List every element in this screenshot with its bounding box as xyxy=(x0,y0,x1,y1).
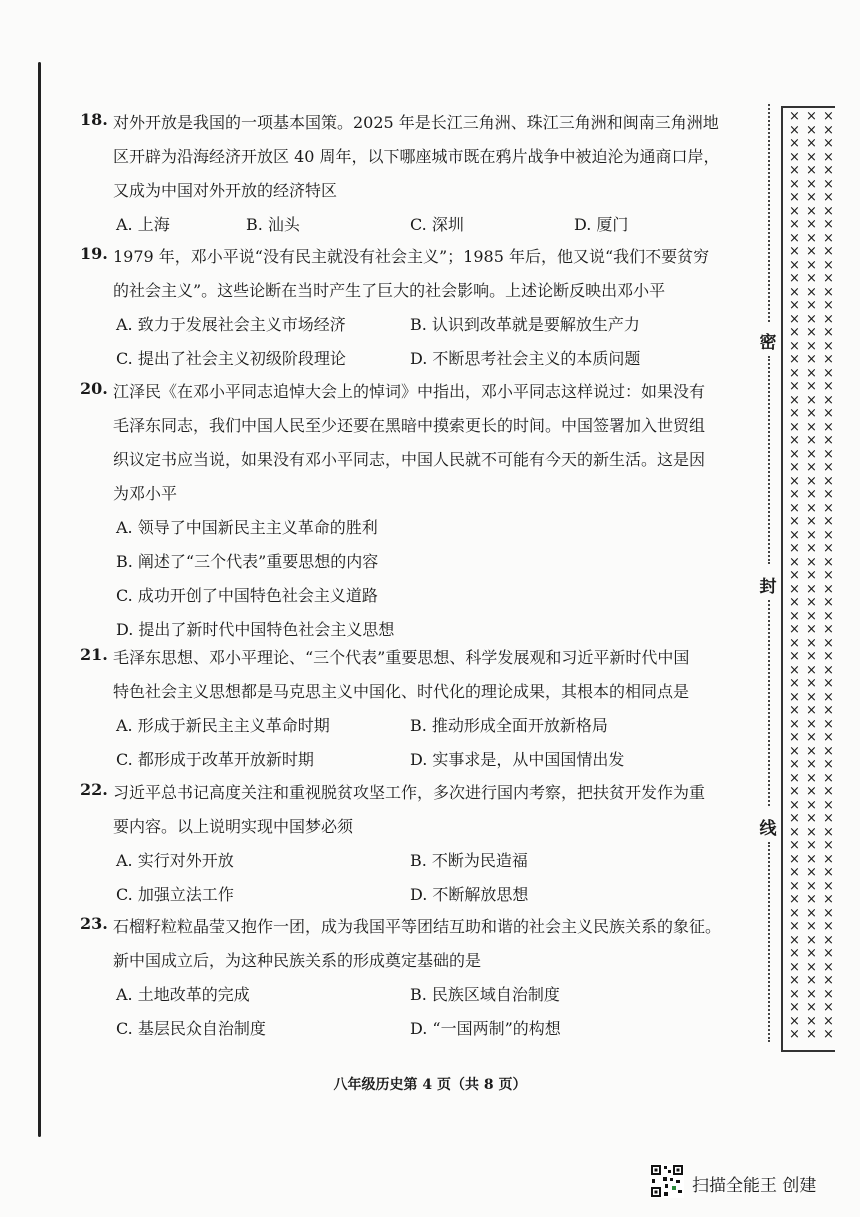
option-c: C. 基层民众自治制度 xyxy=(116,1019,266,1038)
option-b: B. 推动形成全面开放新格局 xyxy=(410,716,608,735)
x-mark-row: × × × xyxy=(789,460,835,475)
option-a: A. 致力于发展社会主义市场经济 xyxy=(116,315,346,334)
option-c: C. 都形成于改革开放新时期 xyxy=(116,750,314,769)
option-d: D. “一国两制”的构想 xyxy=(410,1019,561,1038)
x-mark-row: × × × xyxy=(789,244,835,259)
question-text-line: 毛泽东同志，我们中国人民至少还要在黑暗中摸索更长的时间。中国签署加入世贸组 xyxy=(113,416,706,435)
x-mark-row: × × × xyxy=(789,406,835,421)
x-mark-row: × × × xyxy=(789,284,835,300)
x-mark-row: × × × xyxy=(789,905,835,921)
x-mark-row: × × × xyxy=(789,230,835,246)
x-mark-row: × × × xyxy=(789,514,835,529)
x-mark-row: × × × xyxy=(789,419,835,435)
option-d: D. 厦门 xyxy=(574,215,629,234)
question-number: 19. xyxy=(80,244,108,263)
question-text-line: 特色社会主义思想都是马克思主义中国化、时代化的理论成果，其根本的相同点是 xyxy=(113,682,690,701)
x-mark-row: × × × xyxy=(789,635,835,651)
question-text-line: 江泽民《在邓小平同志追悼大会上的悼词》中指出，邓小平同志这样说过：如果没有 xyxy=(113,382,706,401)
option-d: D. 实事求是，从中国国情出发 xyxy=(410,750,625,769)
x-mark-row: × × × xyxy=(789,878,835,894)
scanner-watermark: 扫描全能王 创建 xyxy=(692,1176,817,1196)
seal-label-mi: 密 xyxy=(759,333,777,353)
x-mark-row: × × × xyxy=(789,149,835,165)
option-c: C. 提出了社会主义初级阶段理论 xyxy=(116,349,346,368)
option-b: B. 认识到改革就是要解放生产力 xyxy=(410,315,640,334)
option-a: A. 形成于新民主主义革命时期 xyxy=(116,716,330,735)
qr-code-icon xyxy=(650,1164,684,1198)
question-text-line: 习近平总书记高度关注和重视脱贫攻坚工作，多次进行国内考察，把扶贫开发作为重 xyxy=(113,783,706,802)
question-text-line: 毛泽东思想、邓小平理论、“三个代表”重要思想、科学发展观和习近平新时代中国 xyxy=(113,648,690,667)
x-mark-row: × × × xyxy=(789,217,835,232)
x-mark-row: × × × xyxy=(789,770,835,786)
question-text-line: 要内容。以上说明实现中国梦必须 xyxy=(113,817,354,836)
x-mark-row: × × × xyxy=(789,338,835,354)
option-c: C. 成功开创了中国特色社会主义道路 xyxy=(116,586,378,605)
x-mark-row: × × × xyxy=(789,554,835,570)
x-mark-row: × × × xyxy=(789,757,835,772)
x-mark-row: × × × xyxy=(789,473,835,489)
x-mark-row: × × × xyxy=(789,163,835,178)
x-mark-row: × × × xyxy=(789,824,835,840)
x-mark-row: × × × xyxy=(789,446,835,462)
question-text-line: 为邓小平 xyxy=(113,484,178,503)
question-text-line: 又成为中国对外开放的经济特区 xyxy=(113,181,338,200)
question-number: 23. xyxy=(80,914,108,933)
seal-label-feng: 封 xyxy=(759,577,777,597)
x-mark-row: × × × xyxy=(789,379,835,394)
x-mark-row: × × × xyxy=(789,487,835,502)
x-mark-row: × × × xyxy=(789,919,835,934)
x-mark-row: × × × xyxy=(789,568,835,583)
x-mark-row: × × × xyxy=(789,851,835,867)
x-mark-row: × × × xyxy=(789,865,835,880)
x-mark-row: × × × xyxy=(789,649,835,664)
question-text-line: 的社会主义”。这些论断在当时产生了巨大的社会影响。上述论断反映出邓小平 xyxy=(113,281,666,300)
x-mark-row: × × × xyxy=(789,730,835,745)
x-mark-row: × × × xyxy=(789,608,835,624)
x-mark-row: × × × xyxy=(789,433,835,448)
option-b: B. 不断为民造福 xyxy=(410,851,528,870)
x-mark-row: × × × xyxy=(789,1013,835,1029)
x-mark-row: × × × xyxy=(789,703,835,718)
x-mark-row: × × × xyxy=(789,676,835,691)
x-mark-row: × × × xyxy=(789,959,835,975)
question-number: 22. xyxy=(80,780,108,799)
option-c: C. 加强立法工作 xyxy=(116,885,234,904)
seal-dotted-line xyxy=(768,356,770,564)
x-mark-row: × × × xyxy=(789,838,835,853)
question-text-line: 1979 年，邓小平说“没有民主就没有社会主义”；1985 年后，他又说“我们不要贫穷 xyxy=(113,247,710,266)
seal-x-mark-strip xyxy=(781,106,835,1052)
x-mark-row: × × × xyxy=(789,784,835,799)
x-mark-row: × × × xyxy=(789,581,835,597)
option-a: A. 实行对外开放 xyxy=(116,851,234,870)
x-mark-row: × × × xyxy=(789,109,835,124)
question-text-line: 织议定书应当说，如果没有邓小平同志，中国人民就不可能有今天的新生活。这是因 xyxy=(113,450,706,469)
x-mark-row: × × × xyxy=(789,392,835,408)
x-mark-row: × × × xyxy=(789,595,835,610)
option-d: D. 不断思考社会主义的本质问题 xyxy=(410,349,641,368)
x-mark-row: × × × xyxy=(789,689,835,705)
question-number: 18. xyxy=(80,110,108,129)
x-mark-row: × × × xyxy=(789,122,835,138)
x-mark-row: × × × xyxy=(789,527,835,543)
x-mark-row: × × × xyxy=(789,257,835,273)
x-mark-row: × × × xyxy=(789,541,835,556)
x-mark-row: × × × xyxy=(789,892,835,907)
question-text-line: 区开辟为沿海经济开放区 40 周年，以下哪座城市既在鸦片战争中被迫沦为通商口岸， xyxy=(113,147,720,166)
x-mark-row: × × × xyxy=(789,136,835,151)
option-c: C. 深圳 xyxy=(410,215,464,234)
x-mark-row: × × × xyxy=(789,203,835,219)
option-a: A. 上海 xyxy=(116,215,170,234)
x-mark-row: × × × xyxy=(789,352,835,367)
x-mark-row: × × × xyxy=(789,932,835,948)
x-mark-row: × × × xyxy=(789,271,835,286)
x-mark-row: × × × xyxy=(789,1027,835,1042)
seal-dotted-line xyxy=(768,600,770,806)
question-number: 21. xyxy=(80,645,108,664)
x-mark-row: × × × xyxy=(789,311,835,327)
x-mark-row: × × × xyxy=(789,986,835,1002)
x-mark-row: × × × xyxy=(789,1000,835,1015)
question-number: 20. xyxy=(80,379,108,398)
option-b: B. 民族区域自治制度 xyxy=(410,985,560,1004)
option-d: D. 不断解放思想 xyxy=(410,885,529,904)
seal-label-xian: 线 xyxy=(759,819,777,839)
x-mark-row: × × × xyxy=(789,298,835,313)
binding-margin-line xyxy=(38,62,41,1137)
x-mark-row: × × × xyxy=(789,662,835,678)
x-mark-row: × × × xyxy=(789,176,835,192)
option-a: A. 领导了中国新民主主义革命的胜利 xyxy=(116,518,378,537)
x-mark-row: × × × xyxy=(789,622,835,637)
x-mark-row: × × × xyxy=(789,743,835,759)
x-mark-row: × × × xyxy=(789,797,835,813)
option-d: D. 提出了新时代中国特色社会主义思想 xyxy=(116,620,395,639)
x-mark-row: × × × xyxy=(789,973,835,988)
option-b: B. 阐述了“三个代表”重要思想的内容 xyxy=(116,552,379,571)
option-a: A. 土地改革的完成 xyxy=(116,985,250,1004)
x-mark-row: × × × xyxy=(789,500,835,516)
question-text-line: 石榴籽粒粒晶莹又抱作一团，成为我国平等团结互助和谐的社会主义民族关系的象征。 xyxy=(113,917,722,936)
option-b: B. 汕头 xyxy=(246,215,300,234)
seal-dotted-line xyxy=(768,104,770,322)
page-footer: 八年级历史第 4 页（共 8 页） xyxy=(333,1077,527,1093)
x-mark-row: × × × xyxy=(789,325,835,340)
question-text-line: 对外开放是我国的一项基本国策。2025 年是长江三角洲、珠江三角洲和闽南三角洲地 xyxy=(113,113,719,132)
x-mark-row: × × × xyxy=(789,365,835,381)
x-mark-row: × × × xyxy=(789,811,835,826)
x-mark-row: × × × xyxy=(789,716,835,732)
seal-dotted-line xyxy=(768,842,770,1042)
x-mark-row: × × × xyxy=(789,190,835,205)
question-text-line: 新中国成立后，为这种民族关系的形成奠定基础的是 xyxy=(113,951,482,970)
x-mark-row: × × × xyxy=(789,946,835,961)
